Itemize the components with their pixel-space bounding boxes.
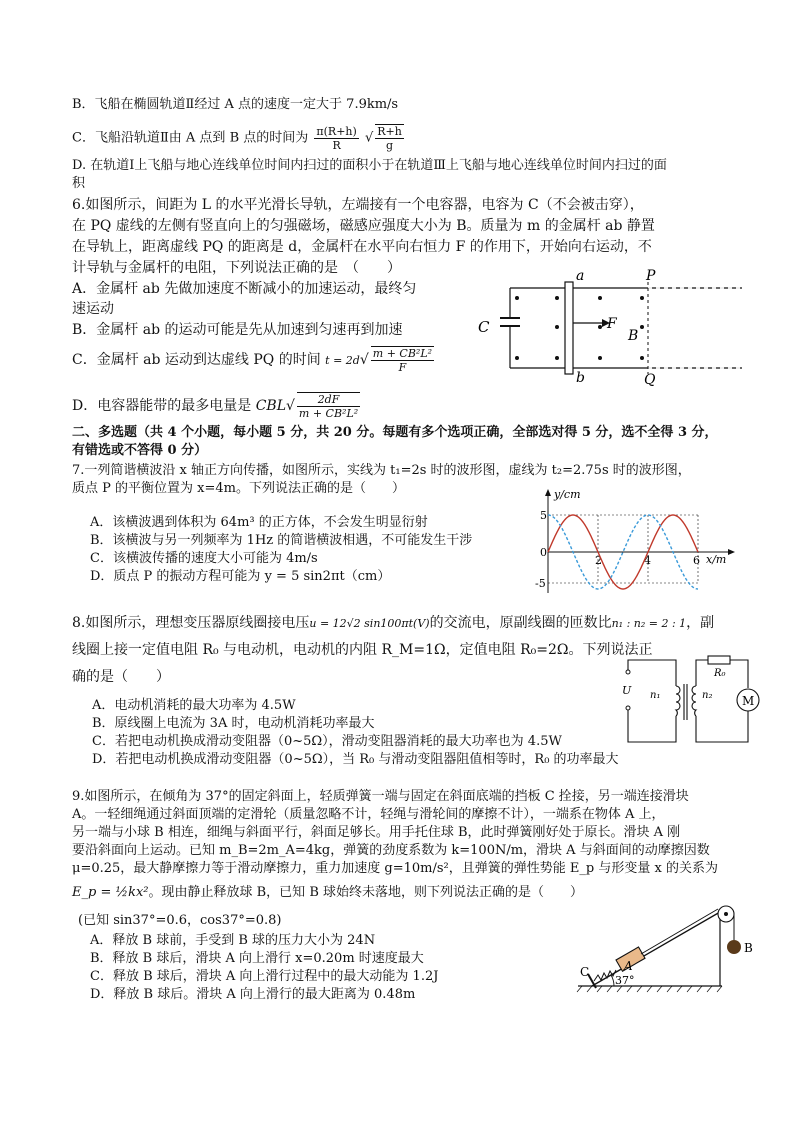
q9-option-b: B．释放 B 球后，滑块 A 向上滑行 x=0.20m 时速度最大 <box>90 951 424 966</box>
q6-stem-line2: 在 PQ 虚线的左侧有竖直向上的匀强磁场，磁感应强度大小为 B。质量为 m 的金属杆 ab 静置 <box>72 218 655 234</box>
prev-option-c <box>72 124 406 152</box>
q9-stem-line6 <box>72 884 583 901</box>
q8-stem-line3: 确的是（ ） <box>72 669 170 685</box>
q6-label-f: F <box>607 316 617 332</box>
q9-energy-formula: E_p = ½kx² <box>72 885 149 900</box>
q6-option-d <box>72 392 362 420</box>
q7-stem-line1: 7.一列简谐横波沿 x 轴正方向传播，如图所示，实线为 t₁=2s 时的波形图，虚线为 t₂=2.75s 时的波形图， <box>72 463 691 478</box>
q8-stem-line1 <box>72 614 714 633</box>
q8-stem-mid: 的交流电，原副线圈的匝数比 <box>429 615 612 631</box>
q8-label-u: U <box>622 684 632 697</box>
q8-label-r0: R₀ <box>714 668 726 679</box>
q7-ytick-5: 5 <box>540 509 547 522</box>
q6-option-a-line2: 速运动 <box>72 301 114 317</box>
q9-angle-arc <box>611 975 614 986</box>
q7-xtick-2: 2 <box>595 554 602 567</box>
q6-stem-line1: 6.如图所示，间距为 L 的水平光滑长导轨，左端接有一个电容器，电容为 C（不会被击穿）， <box>72 197 644 213</box>
q9-stem-line4: 要沿斜面向上运动。已知 m_B=2m_A=4kg，弹簧的劲度系数为 k=100N/m，滑块 A 与斜面间的动摩擦因数 <box>72 843 710 858</box>
q6-option-b: B．金属杆 ab 的运动可能是先从加速到匀速再到加速 <box>72 322 403 338</box>
q6-option-c-prefix: C．金属杆 ab 运动到达虚线 PQ 的时间 <box>72 352 321 368</box>
q7-xtick-6: 6 <box>693 554 700 567</box>
q9-stem-rest: 。现由静止释放球 B，已知 B 球始终未落地，则下列说法正确的是（ ） <box>148 885 584 900</box>
q6-option-d-prefix: D．电容器能带的最多电量是 <box>72 398 252 414</box>
q6-option-c-t: t = 2d <box>325 354 360 367</box>
section2-header-line2: 有错选或不答得 0 分） <box>72 443 208 458</box>
q8-option-d: D．若把电动机换成滑动变阻器（0~5Ω），当 R₀ 与滑动变阻器阻值相等时，R₀ 的功率最大 <box>92 752 619 767</box>
q7-option-a: A．该横波遇到体积为 64m³ 的正方体，不会发生明显衍射 <box>90 515 428 530</box>
prev-option-d-line1: D. 在轨道Ⅰ上飞船与地心连线单位时间内扫过的面积小于在轨道Ⅲ上飞船与地心连线单位时间内扫过的面 <box>72 158 667 173</box>
q9-stem-line3: 另一端与小球 B 相连，细绳与斜面平行，斜面足够长。用手托住球 B，此时弹簧刚好处于原长。滑块 A 刚 <box>72 825 681 840</box>
prev-option-c-prefix: C．飞船沿轨道Ⅱ由 A 点到 B 点的时间为 <box>72 130 309 146</box>
q6-option-a-line1: A．金属杆 ab 先做加速度不断减小的加速运动，最终匀 <box>72 281 417 297</box>
q7-origin: 0 <box>540 546 547 559</box>
q9-incline-figure <box>574 898 774 998</box>
q6-rod-ab <box>565 282 573 374</box>
q7-wave-chart <box>528 488 738 596</box>
q8-label-m: M <box>742 694 755 708</box>
q9-option-d: D．释放 B 球后。滑块 A 向上滑行的最大距离为 0.48m <box>90 987 416 1002</box>
q9-label-b: B <box>744 941 753 955</box>
q8-option-c: C．若把电动机换成滑动变阻器（0~5Ω），滑动变阻器消耗的最大功率也为 4.5W <box>92 734 562 749</box>
q6-field-dots <box>515 296 644 360</box>
q9-stem-line2: A。一轻细绳通过斜面顶端的定滑轮（质量忽略不计，轻绳与滑轮间的摩擦不计），一端系在物体 A 上， <box>72 807 665 822</box>
q8-label-n2: n₂ <box>702 690 713 701</box>
q9-ball-b <box>727 940 741 954</box>
q7-xlabel: x/m <box>706 553 727 566</box>
q7-option-b: B．该横波与另一列频率为 1Hz 的简谐横波相遇，不可能发生干涉 <box>90 533 473 548</box>
q9-rope <box>641 909 718 954</box>
q6-option-c <box>72 346 436 374</box>
q8-stem-suffix: ，副 <box>686 615 715 631</box>
prev-option-d-line2: 积 <box>72 176 86 191</box>
q8-voltage-formula: u = 12√2 sin100πt(V) <box>309 617 430 630</box>
q9-stem-line5: μ=0.25，最大静摩擦力等于滑动摩擦力，重力加速度 g=10m/s²，且弹簧的弹性势能 E_p 与形变量 x 的关系为 <box>72 861 718 876</box>
q6-label-b-field: B <box>628 328 639 344</box>
q7-ytick-neg5: -5 <box>535 577 546 590</box>
q8-primary-coil <box>676 686 680 716</box>
q8-option-a: A．电动机消耗的最大功率为 4.5W <box>92 698 296 713</box>
section2-header-line1: 二、多选题（共 4 个小题，每小题 5 分，共 20 分。每题有多个选项正确，全部选对得 5 分，选不全得 3 分， <box>72 425 718 440</box>
q9-label-angle: 37° <box>615 974 635 987</box>
q9-label-a: A <box>624 959 633 973</box>
q8-transformer-figure <box>616 650 776 750</box>
q7-option-d: D．质点 P 的振动方程可能为 y = 5 sin2πt（cm） <box>90 569 391 584</box>
q7-ylabel: y/cm <box>554 488 581 501</box>
q6-label-q: Q <box>644 372 656 388</box>
q8-turns-ratio: n₁ : n₂ = 2 : 1 <box>611 617 687 630</box>
q9-stem-line1: 9.如图所示，在倾角为 37°的固定斜面上，轻质弹簧一端与固定在斜面底端的挡板 C 拴接，另一端连接滑块 <box>72 789 689 804</box>
q8-stem-prefix: 8.如图所示，理想变压器原线圈接电压 <box>72 615 310 631</box>
q7-option-c: C．该横波传播的速度大小可能为 4m/s <box>90 551 318 566</box>
q9-option-c: C．释放 B 球后，滑块 A 向上滑行过程中的最大动能为 1.2J <box>90 969 439 984</box>
q6-figure <box>470 268 750 388</box>
q6-option-c-root: √ $\frac{\text{m + CB²L²}}{F}$ <box>359 347 433 374</box>
q7-xtick-4: 4 <box>644 554 651 567</box>
q9-label-c: C <box>580 965 590 979</box>
q8-stem-line2: 线圈上接一定值电阻 R₀ 与电动机，电动机的内阻 R_M=1Ω，定值电阻 R₀=2Ω。下列说法正 <box>72 642 653 658</box>
q9-given: (已知 sin37°=0.6，cos37°=0.8) <box>78 913 282 928</box>
q7-stem-line2: 质点 P 的平衡位置为 x=4m。下列说法正确的是（ ） <box>72 481 405 496</box>
q6-stem-line4: 计导轨与金属杆的电阻，下列说法正确的是 （ ） <box>72 260 401 276</box>
q6-label-c: C <box>478 318 490 336</box>
q6-label-b: b <box>576 370 585 386</box>
q8-secondary-coil <box>692 686 696 716</box>
q6-label-a: a <box>576 268 585 284</box>
q9-option-a: A．释放 B 球前，手受到 B 球的压力大小为 24N <box>90 933 376 948</box>
q6-option-d-coef: CBL <box>255 398 286 414</box>
q6-label-p: P <box>646 268 656 284</box>
prev-option-c-root: √ $\frac{R+h}{g}$ <box>364 125 402 152</box>
prev-option-b: B．飞船在椭圆轨道Ⅱ经过 A 点的速度一定大于 7.9km/s <box>72 97 399 112</box>
q6-stem-line3: 在导轨上，距离虚线 PQ 的距离是 d，金属杆在水平向右恒力 F 的作用下，开始向右运动，不 <box>72 239 652 255</box>
q8-option-b: B．原线圈上电流为 3A 时，电动机消耗功率最大 <box>92 716 375 731</box>
q8-resistor-r0 <box>708 656 730 664</box>
prev-option-c-fraction: $\frac{\pi(R+h)}{R}$ <box>316 124 357 152</box>
q8-label-n1: n₁ <box>650 690 661 701</box>
q7-gridlines <box>548 515 698 583</box>
q6-option-d-root: √ $\frac{2dF}{\text{m + CB²L²}}$ <box>285 393 359 420</box>
